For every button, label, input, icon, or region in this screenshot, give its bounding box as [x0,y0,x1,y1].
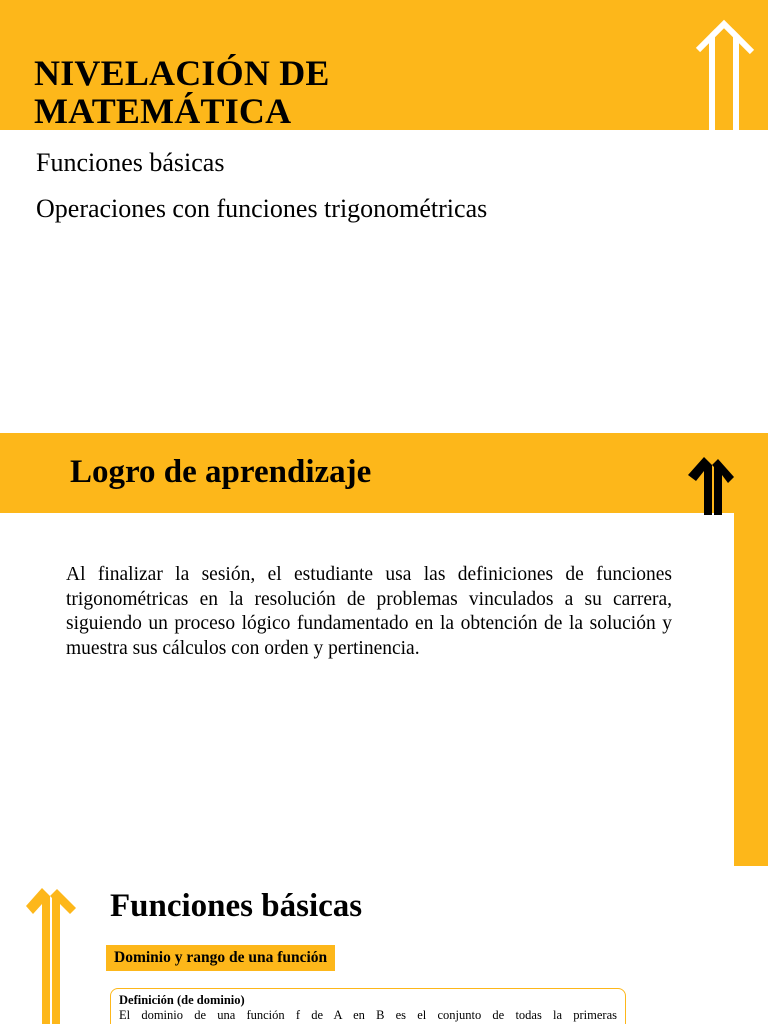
definition-text: El dominio de una función f de A en B es el conjunto de todas la primeras [119,1008,617,1022]
section-tag: Dominio y rango de una función [106,945,335,971]
double-up-arrow-icon [686,453,736,515]
subtitle-topic-1: Funciones básicas [36,148,225,177]
definition-box [110,988,626,1024]
double-up-arrow-icon [694,16,756,132]
side-accent-bar [734,433,768,866]
course-title-line2: MATEMÁTICA [34,91,292,131]
slide-heading: Funciones básicas [110,888,363,924]
course-title-line1: NIVELACIÓN DE [34,53,330,93]
slide-heading: Logro de aprendizaje [70,454,372,490]
learning-goal-slide [0,340,768,866]
double-up-arrow-icon [26,884,76,1024]
definition-title: Definición (de dominio) [119,993,245,1007]
course-title [34,54,330,130]
learning-goal-text: Al finalizar la sesión, el estudiante usa las definiciones de funciones trigonométricas en la resolución de problemas vinculados a su carrera, siguiendo un proceso lógico fundamentado en la obtención de la solución y muestra sus cálculos con orden y pertinencia. [66,564,672,659]
basic-functions-slide [0,866,768,1024]
title-slide [0,0,768,340]
subtitle-topic-2: Operaciones con funciones trigonométricas [36,194,488,223]
